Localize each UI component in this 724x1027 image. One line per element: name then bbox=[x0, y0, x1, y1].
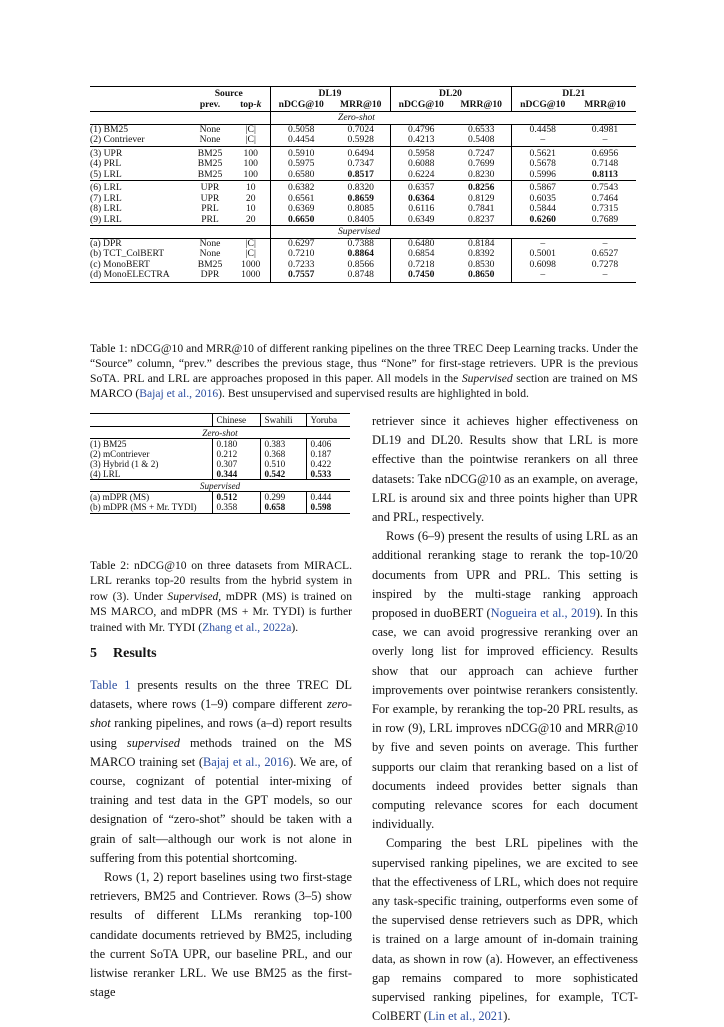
table-cell: |C| bbox=[245, 248, 256, 259]
citation-link[interactable]: Zhang et al., 2022a bbox=[202, 620, 292, 634]
table-cell: (9) LRL bbox=[90, 213, 122, 225]
table-cell: PRL bbox=[201, 203, 219, 214]
table-cell: 0.6480 bbox=[390, 238, 452, 249]
table-row bbox=[90, 492, 350, 503]
table-cell: 0.7278 bbox=[591, 258, 619, 270]
table-cell: 0.344 bbox=[212, 469, 260, 480]
table-cell: 0.6364 bbox=[390, 194, 452, 205]
table-cell: 0.6297 bbox=[270, 238, 332, 249]
paragraph: Rows (1, 2) report baselines using two first-stage retrievers, BM25 and Contriever. Rows (3–5) show results of different LLMs reranking top-100 candidate documents retrieved by BM25, including the current SoTA UPR, our baseline PRL, and our listwise reranker LRL. We use BM25 as the first-stage bbox=[90, 870, 352, 1000]
table-1-caption bbox=[90, 341, 638, 402]
table-cell: 0.8650 bbox=[452, 270, 511, 282]
table-row bbox=[90, 449, 350, 459]
table-cell: 0.6224 bbox=[390, 170, 452, 181]
table-cell: 0.7315 bbox=[591, 203, 619, 214]
table-cell: 0.299 bbox=[260, 492, 306, 503]
caption-text: , mDPR (MS) is trained on MS MARCO, and mDPR (MS + Mr. TYDI) is further trained with Mr. TYDI ( bbox=[90, 589, 352, 634]
citation-link[interactable]: Nogueira et al., 2019 bbox=[490, 606, 596, 621]
table-cell: 1000 bbox=[241, 258, 261, 270]
table-cell: PRL bbox=[201, 213, 219, 225]
table-cell: 0.512 bbox=[212, 492, 260, 503]
dl21-header: DL21 bbox=[511, 87, 636, 100]
table-cell: 0.6116 bbox=[390, 204, 452, 215]
table-cell: (1) BM25 bbox=[90, 123, 129, 135]
text: ranking pipelines, and rows (a–d) report results using bbox=[90, 716, 352, 750]
table-cell: 0.7557 bbox=[270, 270, 332, 282]
table-cell: UPR bbox=[200, 192, 220, 204]
table-cell: (a) DPR bbox=[90, 237, 122, 249]
table-1 bbox=[90, 86, 636, 283]
text: Comparing the best LRL pipelines with the supervised ranking pipelines, we are excited to see that the effectiveness of LRL, which does not require any task-specific training, outperforms even some of the supervised dense retrievers such as DPR, which is trained on a large amount of in-domain training data, as shown in row (a). However, an effectiveness gap remains compared to more sophisticated supervised ranking pipelines, for example, TCT-ColBERT ( bbox=[372, 836, 638, 1024]
table-cell: 0.6260 bbox=[511, 215, 574, 226]
table-row bbox=[90, 135, 636, 146]
table-cell: 0.8517 bbox=[347, 168, 374, 180]
table-cell: (b) TCT_ColBERT bbox=[90, 248, 165, 259]
table-row bbox=[90, 215, 636, 226]
table-cell: 1000 bbox=[232, 270, 270, 282]
table-cell: DPR bbox=[188, 270, 232, 282]
citation-link[interactable]: Bajaj et al., 2016 bbox=[139, 387, 219, 401]
table-cell: 0.6098 bbox=[511, 260, 574, 271]
table-cell: (5) LRL bbox=[90, 168, 122, 180]
dl21-mrr-header: MRR@10 bbox=[574, 100, 636, 112]
table-cell: 0.7233 bbox=[270, 260, 332, 271]
caption-text: Table 1: nDCG@10 and MRR@10 of different ranking pipelines on the three TREC Deep Learning tracks. Under the “Source” column, “prev.” describes the previous stage, thus “None” for first-stage retrievers. UPR is the previous SoTA. PRL and LRL are approaches proposed in this paper. All models in the bbox=[90, 341, 638, 385]
table-cell: – bbox=[602, 237, 608, 249]
table-cell: (8) LRL bbox=[90, 203, 122, 214]
table-cell: 0.6382 bbox=[270, 181, 332, 194]
text: methods trained on the MS MARCO training set ( bbox=[90, 735, 352, 769]
table-cell: 0.422 bbox=[306, 459, 350, 469]
table-cell: 0.7024 bbox=[347, 123, 374, 135]
table-cell: 0.4213 bbox=[390, 135, 452, 146]
table-cell: 0.5996 bbox=[511, 170, 574, 181]
citation-link[interactable]: Lin et al., 2021 bbox=[427, 1009, 504, 1024]
table-1-header-row-1 bbox=[90, 87, 636, 100]
caption-text: Table 2: nDCG@10 on three datasets from MIRACL. LRL reranks top-20 results from the hybrid system in row (3). Under bbox=[90, 558, 352, 603]
table-cell: 0.5975 bbox=[270, 159, 332, 170]
table-cell: 100 bbox=[243, 168, 258, 180]
table-cell: BM25 bbox=[188, 146, 232, 159]
table-cell: – bbox=[574, 270, 636, 282]
citation-link[interactable]: Bajaj et al., 2016 bbox=[203, 754, 290, 769]
table-cell: 0.212 bbox=[212, 449, 260, 459]
text: ). We are, of course, cognizant of potential inter-mixing of training and test data in the GPT models, so our designation of “zero-shot” should be taken with a grain of salt—although our work is not alone in suffering from this potential shortcoming. bbox=[90, 754, 353, 865]
table-cell: 0.6369 bbox=[270, 204, 332, 215]
dl21-ndcg-header: nDCG@10 bbox=[511, 100, 574, 112]
table-cell: (7) LRL bbox=[90, 192, 122, 204]
table-cell: 0.7247 bbox=[452, 146, 511, 159]
table-cell: 0.658 bbox=[260, 502, 306, 514]
table-cell: 0.7699 bbox=[468, 158, 495, 169]
table-cell: (3) Hybrid (1 & 2) bbox=[90, 459, 159, 469]
table-1-body bbox=[90, 112, 636, 283]
text: ). bbox=[503, 1009, 511, 1024]
table-cell: BM25 bbox=[197, 158, 223, 169]
table-cell: 0.6854 bbox=[390, 249, 452, 260]
section-heading bbox=[90, 646, 157, 662]
table-cell: (b) mDPR (MS + Mr. TYDI) bbox=[90, 502, 212, 514]
table-cell: 0.533 bbox=[306, 469, 350, 480]
table-row bbox=[90, 204, 636, 215]
table-1-header-row-2 bbox=[90, 100, 636, 112]
dl20-header: DL20 bbox=[390, 87, 511, 100]
table-cell: (3) UPR bbox=[90, 146, 188, 159]
table-cell: – bbox=[602, 134, 608, 145]
table-cell: 0.368 bbox=[260, 449, 306, 459]
table-cell: |C| bbox=[245, 123, 256, 135]
right-column bbox=[372, 412, 638, 1027]
text: ). In this case, we can avoid progressive reranking over an overly long list for improved efficiency. Results show that our approach can achieve further improvements over pointwise rerankers consistently. For example, by reranking the top-20 PRL results, as in row (9), LRL improves nDCG@10 and MRR@10 by five and seven points on average. This further supports our claim that reranking based on a list of documents indeed provides better signals than computing relevance scores for each document individually. bbox=[372, 606, 638, 832]
table-cell: 0.8237 bbox=[468, 213, 495, 225]
section-label-row bbox=[90, 427, 350, 439]
chinese-header: Chinese bbox=[212, 414, 260, 427]
table-cell: 0.7464 bbox=[591, 192, 619, 204]
paragraph bbox=[372, 527, 638, 834]
table-cell: 0.5678 bbox=[511, 159, 574, 170]
table-cell: (d) MonoELECTRA bbox=[90, 270, 188, 282]
table-row bbox=[90, 181, 636, 194]
table-cell: 10 bbox=[245, 203, 256, 214]
table-cell: 0.7841 bbox=[468, 203, 495, 214]
table-cell: 0.6956 bbox=[574, 146, 636, 159]
table-cell: 0.180 bbox=[212, 439, 260, 450]
table-cell: 0.5910 bbox=[270, 146, 332, 159]
table-cell: 0.7210 bbox=[270, 249, 332, 260]
table-cell: – bbox=[511, 270, 574, 282]
table-cell: 0.4454 bbox=[270, 135, 332, 146]
table-cell: 0.5928 bbox=[347, 134, 374, 145]
table-cell: (6) LRL bbox=[90, 181, 188, 194]
section-label-row bbox=[90, 112, 636, 125]
table-cell: 0.542 bbox=[260, 469, 306, 480]
table-cell: 0.6561 bbox=[270, 194, 332, 205]
table-row bbox=[90, 502, 350, 514]
caption-text: ). Best unsupervised and supervised results are highlighted in bold. bbox=[218, 387, 529, 401]
emph-text: supervised bbox=[126, 735, 180, 750]
table-cell: 0.8748 bbox=[332, 270, 390, 282]
table-cell: 0.6533 bbox=[468, 123, 495, 135]
table-cell: |C| bbox=[245, 134, 256, 145]
table-cell: 0.6349 bbox=[390, 215, 452, 226]
table-cell: 0.6527 bbox=[591, 248, 619, 259]
table-cell: (c) MonoBERT bbox=[90, 258, 150, 270]
table-cell: 0.6494 bbox=[332, 146, 390, 159]
table-row bbox=[90, 459, 350, 469]
table-cell: None bbox=[199, 123, 221, 135]
dl20-ndcg-header: nDCG@10 bbox=[390, 100, 452, 112]
section-title: Results bbox=[113, 646, 157, 661]
table-cell: 0.5408 bbox=[468, 134, 495, 145]
table-cell: 0.4981 bbox=[591, 123, 619, 135]
prev-header: prev. bbox=[188, 100, 232, 112]
section-label-row bbox=[90, 480, 350, 492]
table-cell: 20 bbox=[245, 192, 256, 204]
dl19-mrr-header: MRR@10 bbox=[332, 100, 390, 112]
table-row bbox=[90, 439, 350, 450]
table-row bbox=[90, 159, 636, 170]
table-cell: 0.8320 bbox=[332, 181, 390, 194]
paragraph bbox=[90, 676, 352, 868]
section-label: Zero-shot bbox=[332, 112, 636, 125]
caption-emph: Supervised bbox=[461, 372, 513, 385]
table-cell: 0.307 bbox=[212, 459, 260, 469]
text: Rows (6–9) present the results of using LRL as an additional reranking stage to rerank the top-10/20 documents from UPR and PRL. This setting is inspired by the multi-stage ranking approach proposed in duoBERT ( bbox=[372, 529, 638, 621]
table-cell: 0.6650 bbox=[270, 215, 332, 226]
source-header: Source bbox=[188, 87, 270, 100]
table-cell: – bbox=[511, 135, 574, 146]
table-cell: 0.5001 bbox=[511, 249, 574, 260]
table-cell: 0.7450 bbox=[390, 270, 452, 282]
table-cell: 0.6357 bbox=[390, 181, 452, 194]
table-cell: 0.6580 bbox=[270, 170, 332, 181]
table-cell: (2) mContriever bbox=[90, 449, 150, 459]
table-row bbox=[90, 469, 350, 480]
table-cell: 0.8085 bbox=[347, 203, 374, 214]
table-cell: None bbox=[199, 248, 221, 259]
table-row bbox=[90, 249, 636, 260]
dl20-mrr-header: MRR@10 bbox=[452, 100, 511, 112]
table-cell: 0.510 bbox=[260, 459, 306, 469]
paragraph bbox=[372, 834, 638, 1026]
table-cell: (1) BM25 bbox=[90, 439, 127, 449]
table-2-body bbox=[90, 427, 350, 514]
table-cell: 0.4796 bbox=[390, 124, 452, 135]
table-cell: (a) mDPR (MS) bbox=[90, 492, 150, 502]
table-cell: (2) Contriever bbox=[90, 134, 145, 145]
table-cell: 0.598 bbox=[306, 502, 350, 514]
text: presents results on the three TREC DL datasets, where rows (1–9) compare different bbox=[90, 678, 352, 712]
table-cell: 0.8230 bbox=[468, 168, 495, 180]
table-cell: (4) PRL bbox=[90, 158, 122, 169]
section-label: Zero-shot bbox=[90, 427, 350, 439]
table-cell: (4) LRL bbox=[90, 469, 121, 479]
table-cell: 0.8566 bbox=[347, 258, 374, 270]
table-cell: 0.8113 bbox=[592, 168, 618, 180]
table-2 bbox=[90, 413, 350, 514]
table-cell: 0.6088 bbox=[390, 159, 452, 170]
table-cell: 100 bbox=[232, 146, 270, 159]
table-cell: 0.444 bbox=[306, 492, 350, 503]
table-cell: 0.187 bbox=[306, 449, 350, 459]
table-cell: 0.8530 bbox=[468, 258, 495, 270]
caption-emph: Supervised bbox=[167, 589, 219, 603]
swahili-header: Swahili bbox=[260, 414, 306, 427]
table-cell: 0.406 bbox=[306, 439, 350, 450]
table-cell: 0.4458 bbox=[511, 124, 574, 135]
table-cell: 100 bbox=[243, 158, 258, 169]
table-cell: 0.7543 bbox=[574, 181, 636, 194]
dl19-ndcg-header: nDCG@10 bbox=[270, 100, 332, 112]
table-2-header-row bbox=[90, 414, 350, 427]
table-cell: 0.8256 bbox=[452, 181, 511, 194]
table-cell: 20 bbox=[245, 213, 256, 225]
topk-header: top-k bbox=[232, 100, 270, 112]
table-cell: – bbox=[511, 238, 574, 249]
table-row bbox=[90, 170, 636, 181]
paragraph: retriever since it achieves higher effectiveness on DL19 and DL20. Results show that LRL is more effective than the pointwise rerankers on all three datasets: Take nDCG@10 as an example, on average, LRL is around six and three points higher than UPR and PRL, respectively. bbox=[372, 414, 638, 525]
table-cell: 0.7148 bbox=[591, 158, 619, 169]
section-label-row bbox=[90, 226, 636, 239]
table-cell: UPR bbox=[188, 181, 232, 194]
table-cell: BM25 bbox=[197, 258, 223, 270]
caption-text: ). bbox=[291, 620, 299, 634]
table-cell: 0.8184 bbox=[468, 237, 495, 249]
table-cell: 0.8392 bbox=[468, 248, 495, 259]
table-cell: 0.8129 bbox=[468, 192, 495, 204]
table-cell: 0.5621 bbox=[511, 146, 574, 159]
table-cell: None bbox=[199, 134, 221, 145]
table-cell: 0.7388 bbox=[347, 237, 374, 249]
section-label: Supervised bbox=[332, 226, 636, 239]
yoruba-header: Yoruba bbox=[306, 414, 350, 427]
left-column bbox=[90, 676, 352, 1002]
table-cell: None bbox=[199, 237, 221, 249]
table-2-caption bbox=[90, 558, 352, 636]
table-1-link[interactable]: Table 1 bbox=[90, 678, 131, 692]
table-row bbox=[90, 270, 636, 282]
emph-text: zero-shot bbox=[90, 697, 352, 731]
table-cell: |C| bbox=[245, 237, 256, 249]
table-cell: 0.7689 bbox=[591, 213, 619, 225]
section-label: Supervised bbox=[90, 480, 350, 492]
table-cell: 0.6035 bbox=[511, 194, 574, 205]
table-cell: 0.358 bbox=[212, 502, 260, 514]
table-cell: 0.8405 bbox=[347, 213, 374, 225]
table-cell: 0.5844 bbox=[511, 204, 574, 215]
dl19-header: DL19 bbox=[270, 87, 390, 100]
table-cell: 0.8864 bbox=[347, 248, 374, 259]
table-cell: 0.383 bbox=[260, 439, 306, 450]
section-number: 5 bbox=[90, 646, 97, 661]
table-cell: 0.8659 bbox=[347, 192, 374, 204]
table-cell: 10 bbox=[232, 181, 270, 194]
caption-text: section are trained on MS MARCO ( bbox=[90, 372, 638, 401]
table-cell: 0.5867 bbox=[511, 181, 574, 194]
table-cell: 0.7218 bbox=[390, 260, 452, 271]
table-cell: BM25 bbox=[197, 168, 223, 180]
table-cell: 0.5958 bbox=[390, 146, 452, 159]
table-cell: 0.7347 bbox=[347, 158, 374, 169]
table-cell: 0.5058 bbox=[270, 124, 332, 135]
